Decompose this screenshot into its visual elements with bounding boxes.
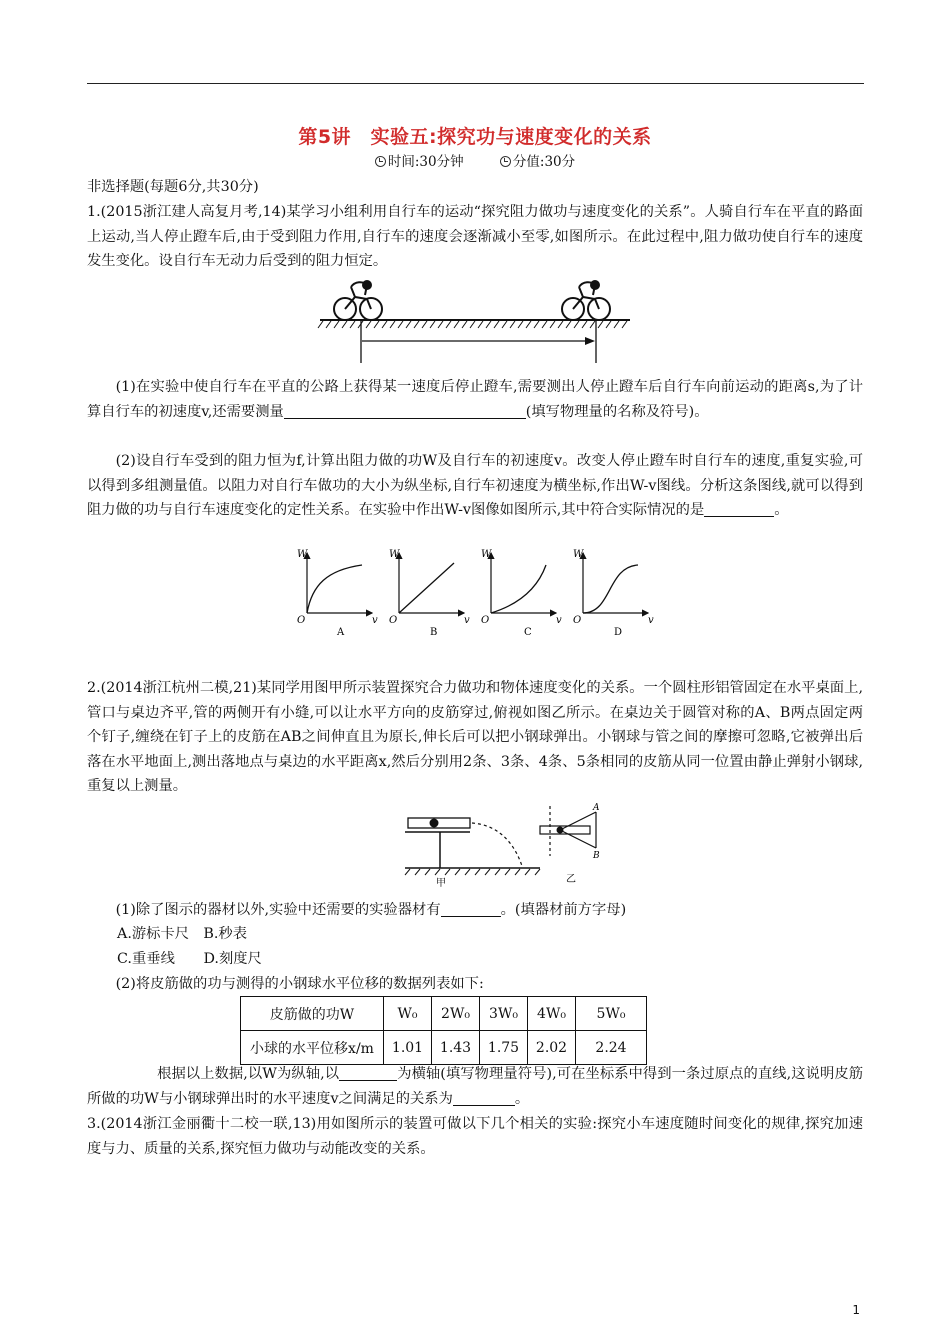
check-icon [500, 156, 511, 167]
q1-part2-blank[interactable] [704, 500, 774, 517]
graph-d-label: D [614, 627, 623, 638]
time-label: 时间:30分钟 [387, 154, 464, 170]
graph-c-ylabel: W [481, 549, 492, 560]
q2-options-row1: A.游标卡尺 B.秒表 [117, 926, 247, 942]
q3-stem: 3.(2014浙江金丽衢十二校一联,13)用如图所示的装置可做以下几个相关的实验:探究小车速度随时间变化的规律,探究加速度与力、质量的关系,探究恒力做功与动能改变的关系。 [87, 1116, 863, 1157]
q2-part2 [87, 1062, 863, 1111]
graph-c-origin: O [481, 615, 490, 626]
q2-part1-tail: 。(填器材前方字母) [500, 902, 627, 918]
graph-b [389, 549, 470, 638]
point-b-label: B [593, 851, 600, 861]
fig-jia-label: 甲 [436, 878, 446, 889]
graph-b-ylabel: W [389, 549, 400, 560]
table-header-cell: 皮筋做的功W [241, 997, 384, 1031]
fig-yi-label: 乙 [566, 874, 576, 885]
clock-icon [375, 156, 386, 167]
graph-a-label: A [337, 627, 345, 638]
table-cell: 1.43 [432, 1031, 480, 1065]
table-cell: 1.01 [384, 1031, 432, 1065]
q2-part1-blank[interactable] [441, 900, 501, 917]
graph-b-origin: O [389, 615, 398, 626]
time-info [375, 154, 464, 170]
graph-d-ylabel: W [573, 549, 584, 560]
q2-data-table [240, 996, 647, 1065]
header-rule [87, 83, 864, 84]
table-cell: 4W₀ [528, 997, 576, 1031]
table-cell: W₀ [384, 997, 432, 1031]
q1-part2-tail: 。 [774, 502, 789, 518]
q1-part1-tail: (填写物理量的名称及符号)。 [525, 403, 709, 420]
graph-b-label: B [430, 627, 438, 638]
score-info [500, 154, 575, 170]
graph-a [297, 549, 378, 638]
page-title: 第5讲 实验五:探究功与速度变化的关系 [298, 126, 652, 148]
table-row [241, 1031, 647, 1065]
q2-apparatus-figure [400, 800, 630, 890]
table-cell: 3W₀ [480, 997, 528, 1031]
graph-b-xlabel: v [464, 615, 470, 626]
graph-c-label: C [524, 627, 532, 638]
q2-options-row2: C.重垂线 D.刻度尺 [117, 951, 262, 967]
graph-c-xlabel: v [556, 615, 562, 626]
point-a-label: A [593, 803, 600, 813]
score-label: 分值:30分 [512, 154, 576, 170]
graph-d-xlabel: v [648, 615, 654, 626]
graph-d-origin: O [573, 615, 582, 626]
q2-part2-blank-relation[interactable] [453, 1089, 515, 1106]
q1-bicycle-figure [315, 275, 635, 365]
graph-d [573, 549, 654, 638]
q2-part2-mid: 为横轴(填写物理量符号),可在坐标系中得到一条过原点的直线,这说明皮筋所做的功W与小钢球弹出时的水平速度v之间满足的关系为 [87, 1066, 863, 1107]
graph-a-xlabel: v [372, 615, 378, 626]
exam-meta [0, 150, 950, 170]
q1-part2 [87, 449, 863, 523]
graph-a-ylabel: W [297, 549, 308, 560]
q2-part2-blank-axis[interactable] [339, 1064, 397, 1081]
q1-part1 [87, 375, 863, 424]
table-cell: 5W₀ [576, 997, 647, 1031]
table-cell: 2.02 [528, 1031, 576, 1065]
graph-c [481, 549, 562, 638]
q2-stem: 2.(2014浙江杭州二模,21)某同学用图甲所示装置探究合力做功和物体速度变化的关系。一个圆柱形铝管固定在水平桌面上,管口与桌边齐平,管的两侧开有小缝,可以让水平方向的皮筋穿过,俯视如图乙所示。在桌边关于圆管对称的A、B两点固定两个钉子,缠绕在钉子上的皮筋在AB之间伸直且为原长,伸长后可以把小钢球弹出。小钢球与管之间的摩擦可忽略,它被弹出后落在水平地面上,测出落地点与桌边的水平距离x,然后分别用2条、3条、4条、5条相同的皮筋从同一位置由静止弹射小钢球,重复以上测量。 [87, 680, 863, 794]
page-number: 1 [852, 1303, 860, 1317]
table-header-cell: 小球的水平位移x/m [241, 1031, 384, 1065]
table-cell: 2W₀ [432, 997, 480, 1031]
q1-part1-blank[interactable] [284, 402, 526, 419]
table-cell: 2.24 [576, 1031, 647, 1065]
q2-part2-intro: (2)将皮筋做的功与测得的小钢球水平位移的数据列表如下: [115, 976, 484, 992]
q2-part1-text: (1)除了图示的器材以外,实验中还需要的实验器材有 [115, 902, 441, 918]
q2-part2-text: 根据以上数据,以W为纵轴,以 [157, 1066, 340, 1082]
q1-wv-graphs [292, 545, 672, 640]
table-cell: 1.75 [480, 1031, 528, 1065]
q1-stem: 1.(2015浙江建人高复月考,14)某学习小组利用自行车的运动“探究阻力做功与速度变化的关系”。人骑自行车在平直的路面上运动,当人停止蹬车后,由于受到阻力作用,自行车的速度会逐渐减小至零,如图所示。在此过程中,阻力做功使自行车的速度发生变化。设自行车无动力后受到的阻力恒定。 [87, 204, 863, 269]
graph-a-origin: O [297, 615, 306, 626]
q2-part1 [87, 898, 863, 923]
q1-part1-text: (1)在实验中使自行车在平直的公路上获得某一速度后停止蹬车,需要测出人停止蹬车后自行车向前运动的距离s,为了计算自行车的初速度v,还需要测量 [87, 379, 863, 420]
table-row [241, 997, 647, 1031]
q2-part2-tail: 。 [514, 1090, 530, 1107]
q1-part2-text: (2)设自行车受到的阻力恒为f,计算出阻力做的功W及自行车的初速度v。改变人停止蹬车时自行车的速度,重复实验,可以得到多组测量值。以阻力对自行车做功的大小为纵坐标,自行车初速度为横坐标,作出W-v图线。分析这条图线,就可以得到阻力做的功与自行车速度变化的定性关系。在实验中作出W-v图像如图所示,其中符合实际情况的是 [87, 453, 863, 518]
section-label: 非选择题(每题6分,共30分) [87, 179, 259, 195]
